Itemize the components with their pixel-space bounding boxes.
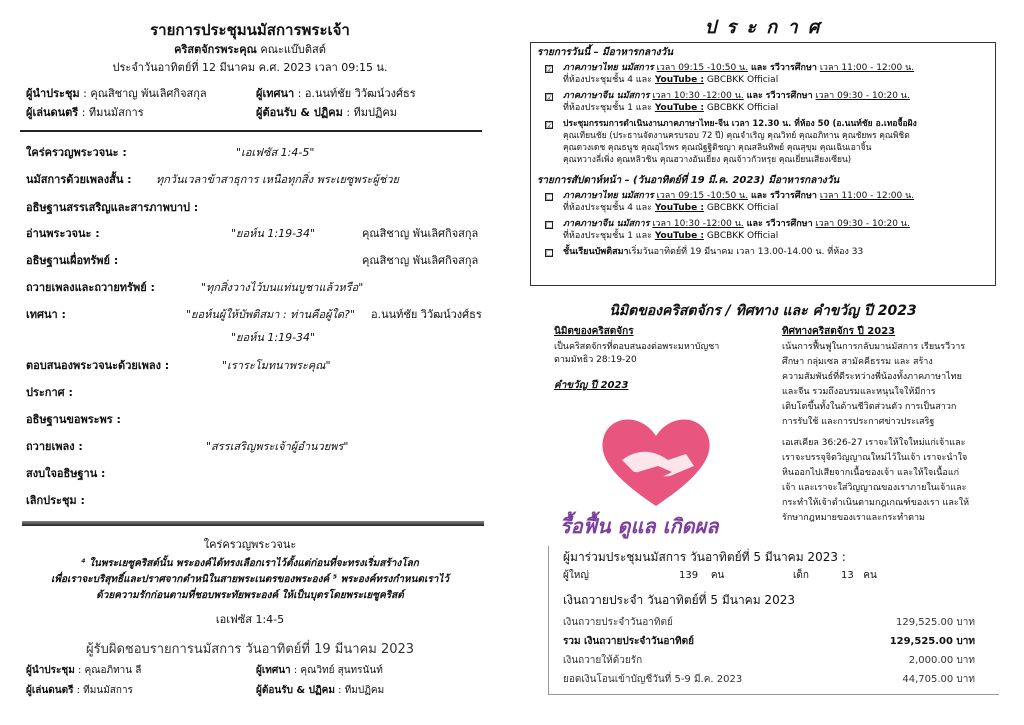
next-item-thai-place: ที่ห้องประชุมชั้น 4 และ YouTube : GBCBKK Official [563,203,779,213]
checkbox-icon: ☐ [546,249,554,258]
order-item: อ่านพระวจนะ : "ยอห์น 1:19-34" คุณสิชาญ พันเลิศกิจสกุล [26,227,479,240]
ezekiel-line: เอเสเคียล 36:26-27 เราจะให้ใจใหม่แก่เจ้าและ [782,438,966,448]
today-header: รายการวันนี้ – มีอาหารกลางวัน [537,47,674,58]
offering-box [548,546,999,695]
next-item-chinese-place: ที่ห้องประชุมชั้น 1 และ YouTube : GBCBKK Official [563,231,779,241]
committee-line: คุณดวงเดช คุณธนูช คุณอุไรพร คุณณัฐฐิติชญา คุณสลินทิพย์ คุณสุขุม คุณเฉินเอาจิ้น [563,143,872,153]
today-item-thai-place: ที่ห้องประชุมชั้น 4 และ YouTube : GBCBKK Official [563,75,779,85]
direction-head: ทิศทางคริสตจักร ปี 2023 [782,326,896,337]
today-item-thai: ภาคภาษาไทย นมัสการ เวลา 09:15 -10:50 น. และ รวีวารศึกษา เวลา 11:00 - 12:00 น. [563,63,915,73]
next-role-leader: ผู้นำประชุม : คุณอภิทาน ลี [26,665,142,676]
verse-line: ด้วยความรักก่อนตามที่ชอบพระทัยพระองค์ ให้เป็นบุตรโดยพระเยซูคริสต์ [96,590,404,601]
direction-line: การรับใช้ และการประกาศข่าวประเสริฐ [782,417,935,427]
offering-total-amount: 129,525.00 บาท [889,636,975,647]
church-name-main: คริสตจักรพระคุณ [174,43,257,56]
vision-head: นิมิตของคริสตจักร [554,326,634,337]
offering-amount: 129,525.00 บาท [896,617,975,628]
attendance-title: ผู้มาร่วมประชุมนมัสการ วันอาทิตย์ที่ 5 มีนาคม 2023 : [563,550,846,564]
ezekiel-line: เราจะบรรจุจิตวิญญาณใหม่ไว้ในเจ้า เราจะนำใจ [782,453,968,463]
next-role-usher: ผู้ต้อนรับ & ปฏิคม : ทีมปฏิคม [256,685,385,696]
attendance-adult: ผู้ใหญ่ [563,570,589,581]
order-of-service-panel [0,0,500,725]
order-item: ถวายเพลง : "สรรเสริญพระเจ้าผู้อำนวยพร" [26,440,349,453]
offering-label: เงินถวายประจำวันอาทิตย์ [563,617,673,628]
today-item-chinese-place: ที่ห้องประชุมชั้น 1 และ YouTube : GBCBKK Official [563,103,779,113]
checkbox-icon: ☐ [546,193,554,202]
order-item: อธิษฐานขอพระพร : [26,413,121,426]
order-item: อธิษฐานสรรเสริญและสารภาพบาป : [26,201,199,214]
order-item: นมัสการด้วยเพลงสั้น : ทุกวันเวลาข้าสาธุการ เหนือทุกสิ่ง พระเยซูพระผู้ช่วย [26,173,399,186]
order-item: สงบใจอธิษฐาน : [26,467,106,480]
offering-title: เงินถวายประจำ วันอาทิตย์ที่ 5 มีนาคม 2023 [563,593,795,607]
next-item-thai: ภาคภาษาไทย นมัสการ เวลา 09:15 -10:50 น. และ รวีวารศึกษา เวลา 11:00 - 12:00 น. [563,191,915,201]
order-item: อธิษฐานเผื่อทรัพย์ : คุณสิชาญ พันเลิศกิจสกุล [26,254,479,267]
order-item: ใคร่ครวญพระวจนะ : "เอเฟซัส 1:4-5" [26,146,315,159]
announcement-box [530,42,996,286]
announce-title: ป ร ะ ก า ศ [704,17,822,38]
direction-line: และจีน รวมถึงอบรมและหนุนใจให้มีการ [782,387,936,397]
divider [20,130,482,132]
motto-head: คำขวัญ ปี 2023 [554,380,629,391]
order-item: เทศนา : "ยอห์นผู้ให้บัพติสมา : ท่านคือผู้ใด?" อ.นนท์ชัย วิวัฒน์วงศ์ธร [26,308,482,321]
role-preacher: ผู้เทศนา : อ.นนท์ชัย วิวัฒน์วงศ์ธร [256,87,416,100]
service-title: รายการประชุมนมัสการพระเจ้า [150,21,350,39]
offering-total-label: รวม เงินถวายประจำวันอาทิตย์ [563,636,694,647]
order-item: ถวายเพลงและถวายทรัพย์ : "ทุกสิ่งวางไว้บนแท่นบูชาแล้วหรือ" [26,281,364,294]
vision-text: เป็นคริสตจักรที่ตอบสนองต่อพระมหาบัญชา [554,342,720,352]
verse-line: ⁴ ในพระเยซูคริสต์นั้น พระองค์ได้ทรงเลือกเราไว้ตั้งแต่ก่อนที่จะทรงเริ่มสร้างโลก [81,558,419,569]
baptism-item: ชั้นเรียนบัพติสมาเริ่มวันอาทิตย์ที่ 19 มีนาคม เวลา 13.00-14.00 น. ที่ห้อง 33 [563,247,864,257]
role-leader: ผู้นำประชุม : คุณสิชาญ พันเลิศกิจสกุล [26,87,207,100]
divider-thick [22,521,484,526]
ezekiel-line: หินออกไปเสียจากเนื้อของเจ้า และให้ใจเนื้อแก่ [782,468,960,478]
checkbox-icon: ☑ [546,93,554,102]
direction-line: เน้นการฟื้นฟูในการกลับมานมัสการ เรียนรวีวาร [782,342,966,352]
direction-line: ความสัมพันธ์ที่ดีระหว่างพี่น้องทั้งภาคภาษาไทย [782,372,962,382]
direction-line: เติบโตขึ้นทั้งในด้านชีวิตส่วนตัว การเป็นสาวก [782,402,957,412]
next-item-chinese: ภาคภาษาจีน นมัสการ เวลา 10:30 -12:00 น. และ รวีวารศึกษา เวลา 09:30 - 10:20 น. [563,219,910,229]
vision-text: ตามมัทธิว 28:19-20 [554,355,637,365]
today-item-chinese: ภาคภาษาจีน นมัสการ เวลา 10:30 -12:00 น. และ รวีวารศึกษา เวลา 09:30 - 10:20 น. [563,91,910,101]
vision-title: นิมิตของคริสตจักร / ทิศทาง และ คำขวัญ ปี 2023 [609,303,917,319]
church-name [0,40,500,58]
motto-text: รื้อฟื้น ดูแล เกิดผล [560,514,719,538]
offering-amount: 2,000.00 บาท [908,655,975,666]
offering-label: ยอดเงินโอนเข้าบัญชีวันที่ 5-9 มี.ค. 2023 [563,674,743,685]
ezekiel-line: กระทำให้เจ้าดำเนินตามกฎเกณฑ์ของเรา และให้ [782,498,970,508]
order-item: ประกาศ : [26,386,73,399]
verse-line: เพื่อเราจะบริสุทธิ์และปราศจากตำหนิในสายพระเนตรของพระองค์ ⁵ พระองค์ทรงกำหนดเราไว้ [51,574,449,585]
role-usher: ผู้ต้อนรับ & ปฏิคม : ทีมปฏิคม [256,106,398,119]
checkbox-icon: ☑ [546,65,554,74]
adult-count: 139 คน [679,570,725,581]
next-week-title: ผู้รับผิดชอบรายการนมัสการ วันอาทิตย์ที่ 19 มีนาคม 2023 [85,642,415,657]
order-item: ตอบสนองพระวจนะด้วยเพลง : "เราระโมทนาพระคุณ" [26,359,331,372]
child-label: เด็ก [793,570,809,581]
ezekiel-line: เจ้า และเราจะใส่วิญญาณของเราภายในเจ้าและ [782,483,967,493]
next-week-header: รายการสัปดาห์หน้า – (วันอาทิตย์ที่ 19 มี.ค. 2023) มีอาหารกลางวัน [537,175,840,186]
checkbox-icon: ☑ [546,121,554,130]
order-item: "ยอห์น 1:19-34" [231,331,316,344]
heart-hands-icon [598,414,714,510]
church-name-sub: คณะแบ๊บติสต์ [260,43,326,56]
order-item: เลิกประชุม : [26,494,85,507]
service-date: ประจำวันอาทิตย์ที่ 12 มีนาคม ค.ศ. 2023 เวลา 09:15 น. [112,61,388,74]
child-count: 13 คน [841,570,877,581]
checkbox-icon: ☐ [546,221,554,230]
committee-line: คุณหวางลี่เพิ่ง คุณหลิวชิน คุณฮวางอันเยี่ยง คุณจ้าวกัวหรุย คุณเยี่ยนเสียงเซียน) [563,155,852,165]
offering-label: เงินถวายให้ด้วยรัก [563,655,643,666]
next-role-preacher: ผู้เทศนา : คุณวิทย์ สุนทรนันท์ [256,665,383,676]
verse-ref: เอเฟซัส 1:4-5 [215,613,285,626]
offering-amount: 44,705.00 บาท [902,674,975,685]
ezekiel-line: รักษากฎหมายของเราและกระทำตาม [782,513,925,523]
direction-line: ศึกษา กลุ่มเซล สามัคคีธรรม และ สร้าง [782,357,933,367]
committee-line: ประชุมกรรมการดำเนินงานภาคภาษาไทย-จีน เวลา 12.30 น. ที่ห้อง 50 (อ.นนท์ชัย อ.เทอจื้อผิง [563,119,917,129]
role-musician: ผู้เล่นดนตรี : ทีมนมัสการ [26,106,144,119]
meditation-title: ใคร่ครวญพระวจนะ [203,538,297,551]
committee-line: คุณเทียนชัย (ประธานจัดงานครบรอบ 72 ปี) คุณจำเริญ คุณวิทย์ คุณอภิทาน คุณชัยพร คุณพิชิต [563,131,910,141]
next-role-musician: ผู้เล่นดนตรี : ทีมนมัสการ [26,685,133,696]
